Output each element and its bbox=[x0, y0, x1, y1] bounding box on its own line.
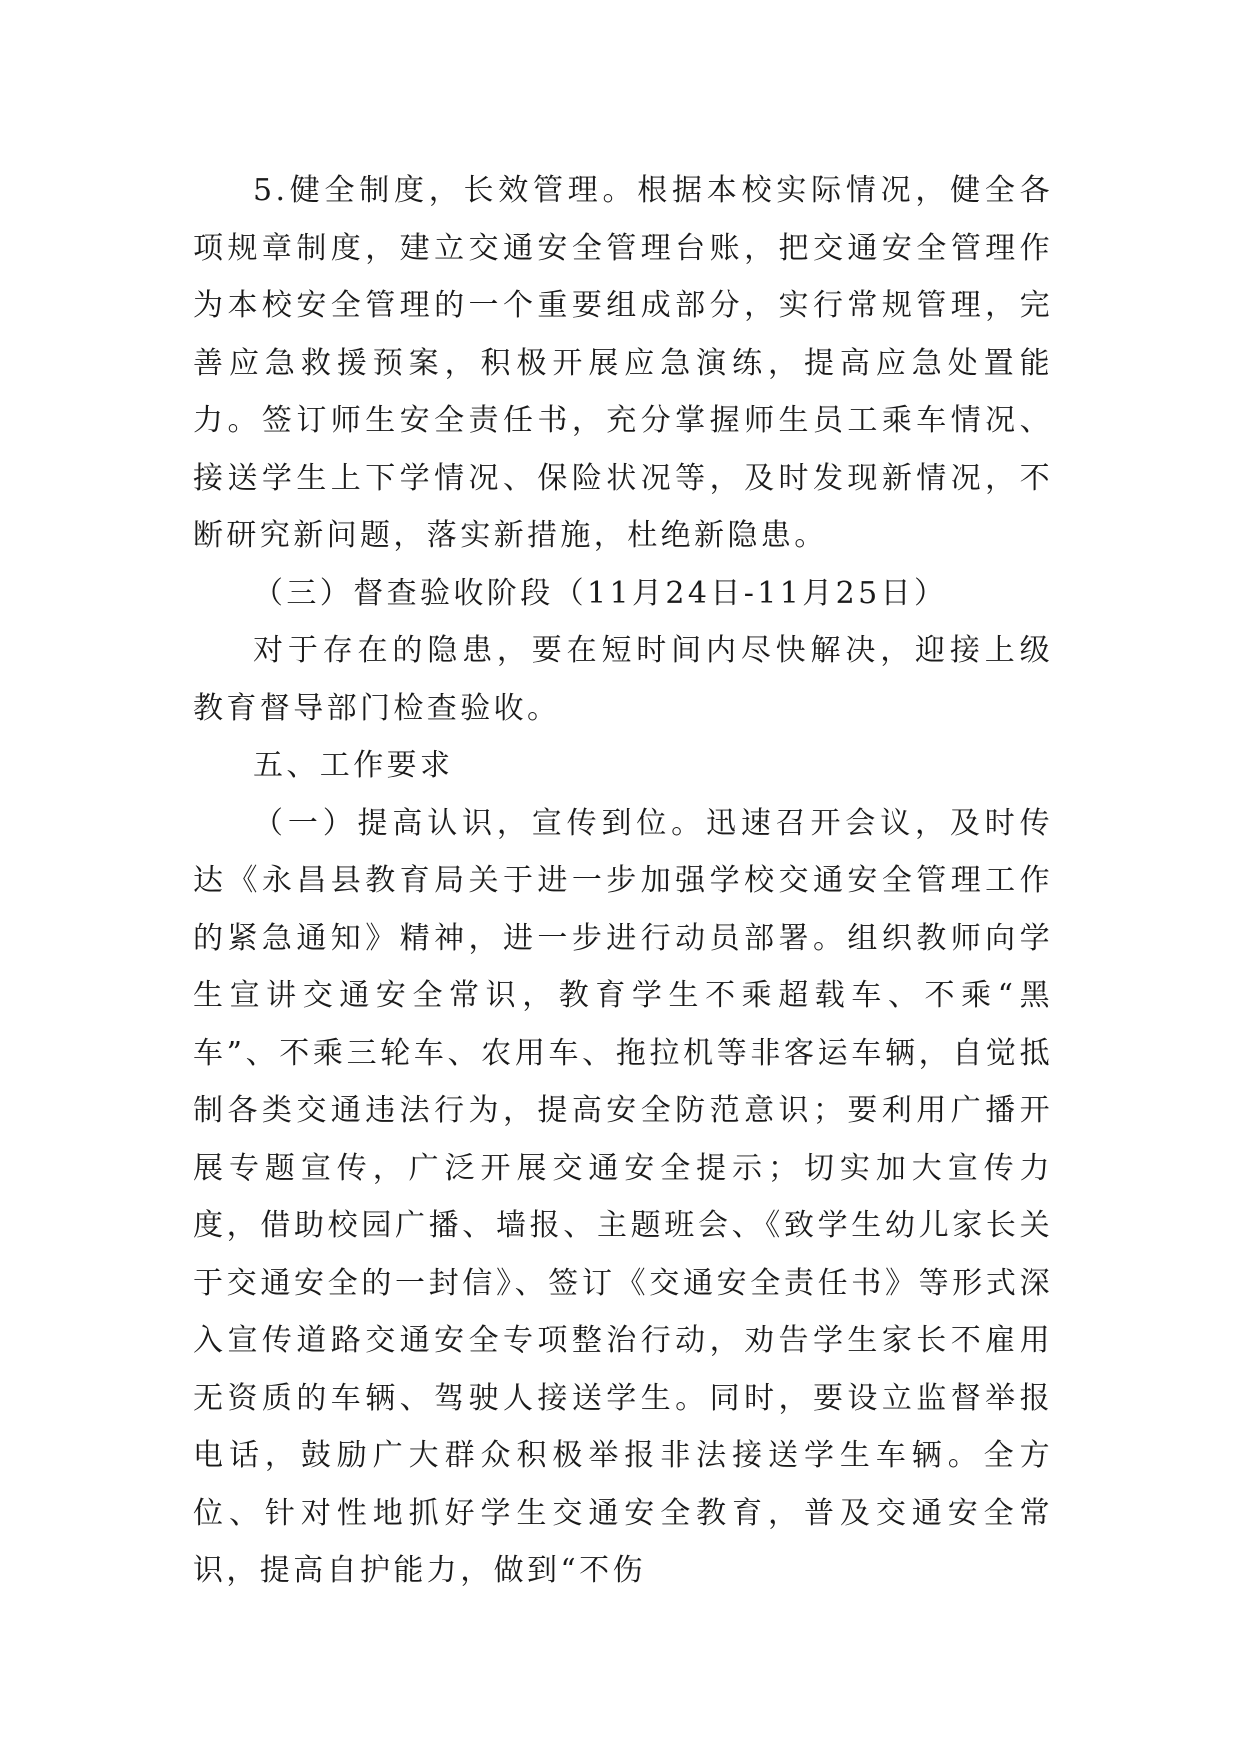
paragraph-awareness-publicity: （一）提高认识，宣传到位。迅速召开会议，及时传达《永昌县教育局关于进一步加强学校交通安全管理工作的紧急通知》精神，进一步进行动员部署。组织教师向学生宣讲交通安全常识，教育学生不乘超载车、不乘“黑车”、不乘三轮车、农用车、拖拉机等非客运车辆，自觉抵制各类交通违法行为，提高安全防范意识；要利用广播开展专题宣传，广泛开展交通安全提示；切实加大宣传力度，借助校园广播、墙报、主题班会、《致学生幼儿家长关于交通安全的一封信》、签订《交通安全责任书》等形式深入宣传道路交通安全专项整治行动，劝告学生家长不雇用无资质的车辆、驾驶人接送学生。同时，要设立监督举报电话，鼓励广大群众积极举报非法接送学生车辆。全方位、针对性地抓好学生交通安全教育，普及交通安全常识，提高自护能力，做到“不伤 bbox=[193, 805, 1053, 1588]
heading-inspection-stage: （三）督查验收阶段（11月24日-11月25日） bbox=[253, 575, 948, 611]
paragraph-hidden-dangers: 对于存在的隐患，要在短时间内尽快解决，迎接上级教育督导部门检查验收。 bbox=[193, 633, 1053, 726]
heading-work-requirements: 五、工作要求 bbox=[253, 748, 454, 783]
paragraph-system-management: 5.健全制度，长效管理。根据本校实际情况，健全各项规章制度，建立交通安全管理台账，把交通安全管理作为本校安全管理的一个重要组成部分，实行常规管理，完善应急救援预案，积极开展应急演练，提高应急处置能力。签订师生安全责任书，充分掌握师生员工乘车情况、接送学生上下学情况、保险状况等，及时发现新情况，不断研究新问题，落实新措施，杜绝新隐患。 bbox=[193, 173, 1053, 553]
document-body bbox=[193, 162, 1053, 1600]
